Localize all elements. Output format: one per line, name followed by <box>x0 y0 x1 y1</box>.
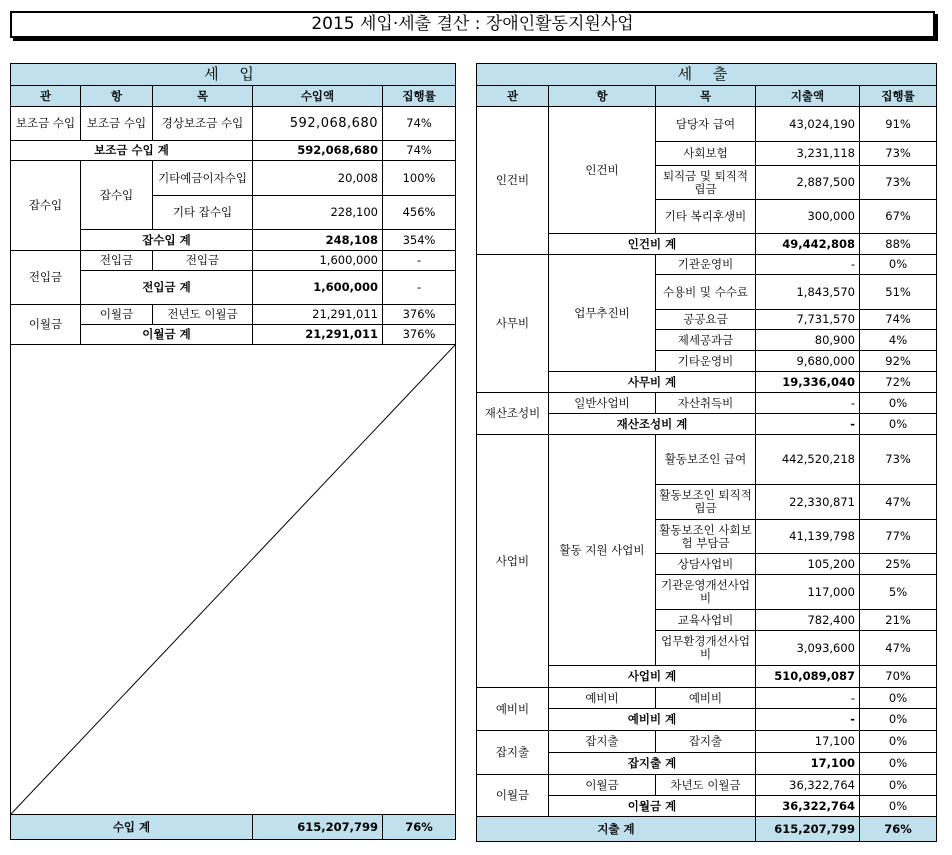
expense-subtotal-label: 예비비 계 <box>549 709 756 731</box>
income-subtotal-rate: 376% <box>383 325 456 345</box>
expense-amount: 22,330,871 <box>756 485 860 520</box>
expense-subtotal-rate: 0% <box>860 796 937 817</box>
expense-total-amount: 615,207,799 <box>756 817 860 842</box>
income-header-gwan: 관 <box>11 86 81 107</box>
income-mok: 기타예금이자수입 <box>153 161 253 196</box>
expense-hang: 일반사업비 <box>549 393 656 414</box>
expense-subtotal-rate: 70% <box>860 666 937 688</box>
expense-subtotal-label: 이월금 계 <box>549 796 756 817</box>
expense-amount: 43,024,190 <box>756 107 860 142</box>
expense-subtotal-rate: 0% <box>860 709 937 731</box>
expense-header-gwan: 관 <box>477 86 549 107</box>
expense-mok: 잡지출 <box>656 731 756 753</box>
expense-subtotal-rate: 0% <box>860 414 937 435</box>
income-amount: 228,100 <box>253 196 383 230</box>
income-mok: 경상보조금 수입 <box>153 107 253 141</box>
income-subtotal-rate: 74% <box>383 141 456 161</box>
expense-header-rate: 집행률 <box>860 86 937 107</box>
income-mok: 전년도 이월금 <box>153 305 253 325</box>
expense-subtotal-rate: 0% <box>860 753 937 775</box>
income-mok: 전입금 <box>153 251 253 271</box>
expense-subtotal-label: 사무비 계 <box>549 372 756 393</box>
expense-subtotal-label: 재산조성비 계 <box>549 414 756 435</box>
expense-subtotal-amount: 510,089,087 <box>756 666 860 688</box>
expense-gwan: 잡지출 <box>477 731 549 775</box>
expense-hang: 인건비 <box>549 107 656 234</box>
income-hang: 보조금 수입 <box>81 107 153 141</box>
expense-amount: 3,093,600 <box>756 631 860 666</box>
page-title: 2015 세입·세출 결산 : 장애인활동지원사업 <box>10 11 935 38</box>
income-total-rate: 76% <box>383 815 456 840</box>
expense-subtotal-amount: 49,442,808 <box>756 234 860 255</box>
income-header-hang: 항 <box>81 86 153 107</box>
expense-total-label: 지출 계 <box>477 817 756 842</box>
expense-hang: 업무추진비 <box>549 255 656 372</box>
income-gwan: 전입금 <box>11 251 81 305</box>
expense-rate: 74% <box>860 310 937 330</box>
expense-amount: 105,200 <box>756 554 860 575</box>
expense-amount: 7,731,570 <box>756 310 860 330</box>
income-total-label: 수입 계 <box>11 815 253 840</box>
expense-rate: 0% <box>860 731 937 753</box>
expense-amount: 17,100 <box>756 731 860 753</box>
expense-hang: 잡지출 <box>549 731 656 753</box>
expense-amount: 442,520,218 <box>756 435 860 485</box>
income-subtotal-rate: 354% <box>383 230 456 251</box>
expense-rate: 0% <box>860 393 937 414</box>
expense-rate: 47% <box>860 485 937 520</box>
expense-section-title: 세 출 <box>477 64 937 86</box>
expense-amount: 782,400 <box>756 610 860 631</box>
expense-header-hang: 항 <box>549 86 656 107</box>
income-hang: 이월금 <box>81 305 153 325</box>
expense-rate: 4% <box>860 330 937 351</box>
income-header-rate: 집행률 <box>383 86 456 107</box>
income-gwan: 이월금 <box>11 305 81 345</box>
expense-rate: 0% <box>860 255 937 275</box>
expense-subtotal-label: 인건비 계 <box>549 234 756 255</box>
expense-gwan: 인건비 <box>477 107 549 255</box>
expense-gwan: 사업비 <box>477 435 549 688</box>
expense-subtotal-amount: 36,322,764 <box>756 796 860 817</box>
income-subtotal-label: 잡수입 계 <box>81 230 253 251</box>
expense-rate: 21% <box>860 610 937 631</box>
diagonal-line <box>11 345 455 814</box>
expense-rate: 73% <box>860 142 937 166</box>
expense-rate: 0% <box>860 688 937 709</box>
income-rate: 100% <box>383 161 456 196</box>
expense-rate: 92% <box>860 351 937 372</box>
expense-subtotal-amount: 17,100 <box>756 753 860 775</box>
expense-subtotal-label: 잡지출 계 <box>549 753 756 775</box>
expense-rate: 25% <box>860 554 937 575</box>
expense-amount: - <box>756 255 860 275</box>
expense-mok: 사회보험 <box>656 142 756 166</box>
expense-mok: 기관운영비 <box>656 255 756 275</box>
income-amount: 20,008 <box>253 161 383 196</box>
income-subtotal-label: 보조금 수입 계 <box>11 141 253 161</box>
expense-subtotal-rate: 72% <box>860 372 937 393</box>
expense-mok: 예비비 <box>656 688 756 709</box>
income-amount: 21,291,011 <box>253 305 383 325</box>
expense-subtotal-amount: 19,336,040 <box>756 372 860 393</box>
expense-subtotal-rate: 88% <box>860 234 937 255</box>
expense-mok: 제세공과금 <box>656 330 756 351</box>
expense-subtotal-amount: - <box>756 414 860 435</box>
expense-mok: 상담사업비 <box>656 554 756 575</box>
expense-table <box>476 63 937 842</box>
income-rate: 376% <box>383 305 456 325</box>
income-subtotal-label: 전입금 계 <box>81 271 253 305</box>
expense-amount: - <box>756 688 860 709</box>
income-hang: 잡수입 <box>81 161 153 230</box>
expense-amount: 41,139,798 <box>756 520 860 554</box>
expense-amount: - <box>756 393 860 414</box>
income-table <box>10 63 456 840</box>
expense-mok: 공공요금 <box>656 310 756 330</box>
empty-diagonal-cell <box>11 345 456 815</box>
expense-header-mok: 목 <box>656 86 756 107</box>
income-subtotal-amount: 592,068,680 <box>253 141 383 161</box>
expense-mok: 활동보조인 퇴직적립금 <box>656 485 756 520</box>
expense-rate: 0% <box>860 775 937 796</box>
expense-amount: 1,843,570 <box>756 275 860 310</box>
expense-mok: 활동보조인 사회보험 부담금 <box>656 520 756 554</box>
expense-mok: 교육사업비 <box>656 610 756 631</box>
expense-gwan: 사무비 <box>477 255 549 393</box>
expense-mok: 기타 복리후생비 <box>656 200 756 234</box>
expense-hang: 예비비 <box>549 688 656 709</box>
expense-mok: 담당자 급여 <box>656 107 756 142</box>
expense-amount: 9,680,000 <box>756 351 860 372</box>
expense-rate: 91% <box>860 107 937 142</box>
expense-hang: 이월금 <box>549 775 656 796</box>
income-rate: 456% <box>383 196 456 230</box>
income-total-amount: 615,207,799 <box>253 815 383 840</box>
expense-subtotal-label: 사업비 계 <box>549 666 756 688</box>
expense-gwan: 이월금 <box>477 775 549 817</box>
expense-rate: 73% <box>860 435 937 485</box>
expense-amount: 2,887,500 <box>756 166 860 200</box>
expense-mok: 차년도 이월금 <box>656 775 756 796</box>
expense-subtotal-amount: - <box>756 709 860 731</box>
income-header-amount: 수입액 <box>253 86 383 107</box>
expense-rate: 47% <box>860 631 937 666</box>
income-subtotal-rate: - <box>383 271 456 305</box>
expense-hang: 활동 지원 사업비 <box>549 435 656 666</box>
income-hang: 전입금 <box>81 251 153 271</box>
expense-mok: 기관운영개선사업비 <box>656 575 756 610</box>
income-mok: 기타 잡수입 <box>153 196 253 230</box>
expense-rate: 73% <box>860 166 937 200</box>
expense-rate: 5% <box>860 575 937 610</box>
income-amount: 592,068,680 <box>253 107 383 141</box>
income-subtotal-amount: 21,291,011 <box>253 325 383 345</box>
income-subtotal-label: 이월금 계 <box>81 325 253 345</box>
income-rate: - <box>383 251 456 271</box>
expense-amount: 36,322,764 <box>756 775 860 796</box>
expense-mok: 활동보조인 급여 <box>656 435 756 485</box>
income-amount: 1,600,000 <box>253 251 383 271</box>
expense-amount: 300,000 <box>756 200 860 234</box>
expense-rate: 67% <box>860 200 937 234</box>
expense-gwan: 재산조성비 <box>477 393 549 435</box>
income-gwan: 잡수입 <box>11 161 81 251</box>
expense-mok: 퇴직금 및 퇴직적립금 <box>656 166 756 200</box>
income-subtotal-amount: 248,108 <box>253 230 383 251</box>
income-header-mok: 목 <box>153 86 253 107</box>
income-section-title: 세 입 <box>11 64 456 86</box>
income-rate: 74% <box>383 107 456 141</box>
expense-amount: 3,231,118 <box>756 142 860 166</box>
income-subtotal-amount: 1,600,000 <box>253 271 383 305</box>
expense-mok: 자산취득비 <box>656 393 756 414</box>
expense-amount: 117,000 <box>756 575 860 610</box>
expense-amount: 80,900 <box>756 330 860 351</box>
expense-mok: 업무환경개선사업비 <box>656 631 756 666</box>
expense-header-amount: 지출액 <box>756 86 860 107</box>
expense-total-rate: 76% <box>860 817 937 842</box>
expense-gwan: 예비비 <box>477 688 549 731</box>
expense-rate: 77% <box>860 520 937 554</box>
expense-rate: 51% <box>860 275 937 310</box>
expense-mok: 수용비 및 수수료 <box>656 275 756 310</box>
income-gwan: 보조금 수입 <box>11 107 81 141</box>
expense-mok: 기타운영비 <box>656 351 756 372</box>
